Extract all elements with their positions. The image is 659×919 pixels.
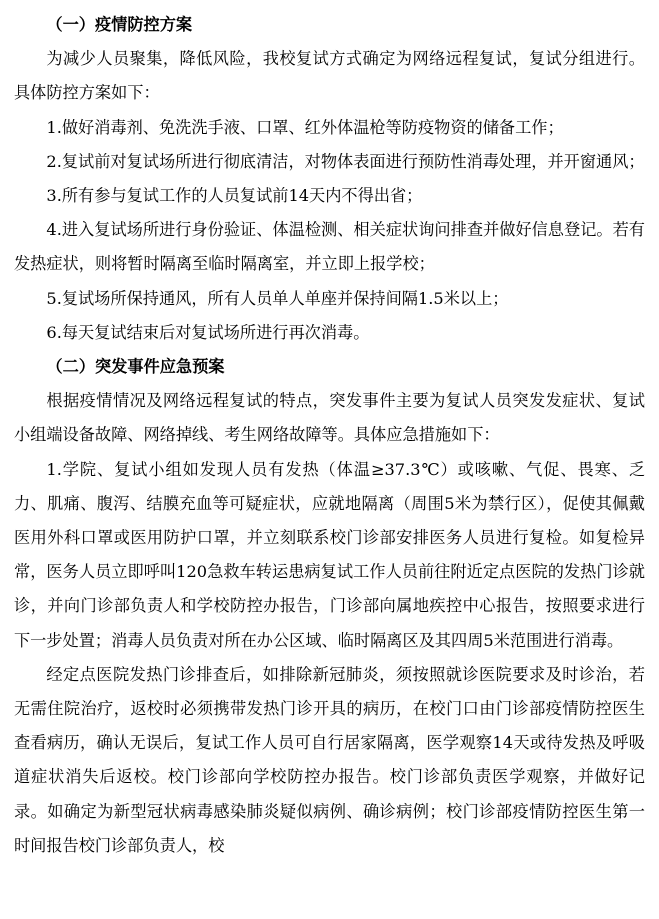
paragraph-followup: 经定点医院发热门诊排查后，如排除新冠肺炎，须按照就诊医院要求及时诊治，若无需住院治疗，返校时必须携带发热门诊开具的病历，在校门口由门诊部疫情防控医生查看病历，确认无误后，复试工作人员可自行居家隔离，医学观察14天或待发热及呼吸道症状消失后返校。校门诊部向学校防控办报告。校门诊部负责医学观察，并做好记录。如确定为新型冠状病毒感染肺炎疑似病例、确诊病例；校门诊部疫情防控医生第一时间报告校门诊部负责人，校	[14, 664, 645, 855]
list-item-1: 1.做好消毒剂、免洗洗手液、口罩、红外体温枪等防疫物资的储备工作；	[46, 117, 564, 137]
list-item-5: 5.复试场所保持通风，所有人员单人单座并保持间隔1.5米以上；	[46, 288, 509, 308]
section-heading-1: （一）疫情防控方案	[46, 15, 193, 34]
paragraph-intro-2: 根据疫情情况及网络远程复试的特点，突发事件主要为复试人员突发发症状、复试小组端设备故障、网络掉线、考生网络故障等。具体应急措施如下：	[14, 391, 645, 445]
list-item-2: 2.复试前对复试场所进行彻底清洁，对物体表面进行预防性消毒处理，并开窗通风；	[46, 151, 645, 171]
list-item-4: 4.进入复试场所进行身份验证、体温检测、相关症状询问排查并做好信息登记。若有发热症状，则将暂时隔离至临时隔离室，并立即上报学校；	[14, 220, 645, 274]
paragraph-intro-1: 为减少人员聚集，降低风险，我校复试方式确定为网络远程复试，复试分组进行。具体防控方案如下：	[14, 49, 645, 103]
section-heading-2: （二）突发事件应急预案	[46, 357, 225, 377]
list-item-6: 6.每天复试结束后对复试场所进行再次消毒。	[46, 322, 370, 342]
list-item-7: 1.学院、复试小组如发现人员有发热（体温≥37.3℃）或咳嗽、气促、畏寒、乏力、肌痛、腹泻、结膜充血等可疑症状，应就地隔离（周围5米为禁行区），促使其佩戴医用外科口罩或医用防护口罩，并立刻联系校门诊部安排医务人员进行复检。如复检异常，医务人员立即呼叫120急救车转运患病复试工作人员前往附近定点医院的发热门诊就诊，并向门诊部负责人和学校防控办报告，门诊部向属地疾控中心报告，按照要求进行下一步处置；消毒人员负责对所在办公区域、临时隔离区及其四周5米范围进行消毒。	[14, 459, 645, 650]
list-item-3: 3.所有参与复试工作的人员复试前14天内不得出省；	[46, 186, 423, 206]
